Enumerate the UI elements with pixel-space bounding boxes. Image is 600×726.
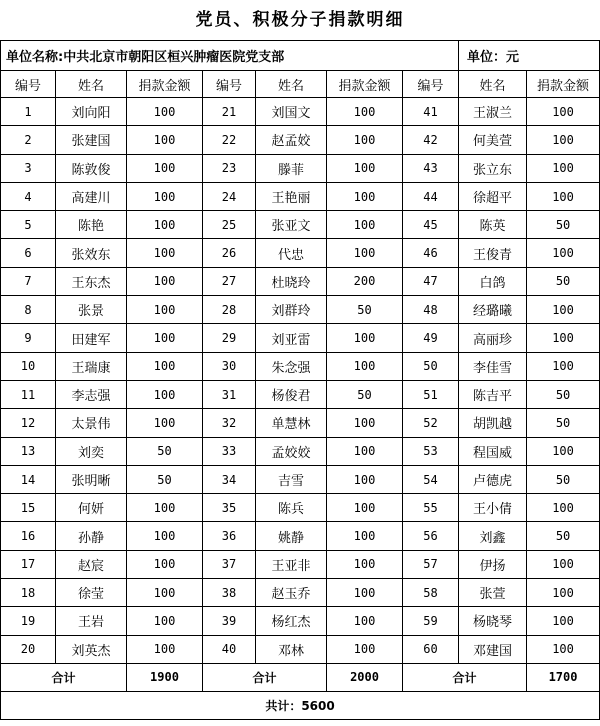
no-cell: 36	[203, 522, 256, 550]
amount-cell: 100	[127, 380, 203, 408]
no-cell: 32	[203, 409, 256, 437]
name-cell: 程国威	[459, 437, 527, 465]
no-cell: 16	[1, 522, 56, 550]
name-cell: 朱念强	[256, 352, 327, 380]
amount-cell: 100	[527, 437, 600, 465]
table-row	[1, 579, 600, 607]
amount-cell: 100	[127, 154, 203, 182]
amount-cell: 100	[327, 494, 403, 522]
name-cell: 王东杰	[56, 267, 127, 295]
amount-cell: 200	[327, 267, 403, 295]
table-row	[1, 154, 600, 182]
unit-name-label: 单位名称:	[6, 50, 64, 65]
name-cell: 刘向阳	[56, 98, 127, 126]
amount-cell: 100	[327, 126, 403, 154]
amount-cell: 100	[527, 550, 600, 578]
amount-cell: 100	[327, 437, 403, 465]
amount-cell: 100	[527, 579, 600, 607]
no-cell: 24	[203, 182, 256, 210]
name-cell: 田建军	[56, 324, 127, 352]
no-cell: 56	[403, 522, 459, 550]
unit-name-cell	[1, 41, 403, 71]
table-row	[1, 380, 600, 408]
table-row	[1, 267, 600, 295]
name-cell: 姚静	[256, 522, 327, 550]
name-cell: 高丽珍	[459, 324, 527, 352]
no-cell: 30	[203, 352, 256, 380]
no-cell: 10	[1, 352, 56, 380]
name-cell: 刘奕	[56, 437, 127, 465]
name-cell: 张萱	[459, 579, 527, 607]
amount-cell: 100	[327, 409, 403, 437]
no-cell: 55	[403, 494, 459, 522]
no-cell: 51	[403, 380, 459, 408]
header-amount: 捐款金额	[327, 71, 403, 98]
amount-cell: 100	[327, 239, 403, 267]
name-cell: 杨俊君	[256, 380, 327, 408]
no-cell: 40	[203, 635, 256, 663]
amount-cell: 100	[127, 494, 203, 522]
no-cell: 2	[1, 126, 56, 154]
amount-cell: 100	[127, 635, 203, 663]
no-cell: 28	[203, 296, 256, 324]
no-cell: 1	[1, 98, 56, 126]
amount-cell: 100	[327, 465, 403, 493]
table-row	[1, 98, 600, 126]
subtotal-value: 1900	[127, 663, 203, 691]
amount-cell: 100	[527, 324, 600, 352]
amount-cell: 100	[527, 239, 600, 267]
no-cell: 21	[203, 98, 256, 126]
subtotal-label: 合计	[403, 663, 527, 691]
header-row	[1, 71, 600, 98]
name-cell: 杨晓琴	[459, 607, 527, 635]
name-cell: 刘群玲	[256, 296, 327, 324]
table-row	[1, 352, 600, 380]
name-cell: 单慧林	[256, 409, 327, 437]
table-row	[1, 437, 600, 465]
name-cell: 经璐曦	[459, 296, 527, 324]
no-cell: 44	[403, 182, 459, 210]
amount-cell: 100	[127, 409, 203, 437]
amount-cell: 100	[527, 126, 600, 154]
donation-table	[0, 40, 600, 720]
no-cell: 38	[203, 579, 256, 607]
no-cell: 13	[1, 437, 56, 465]
no-cell: 3	[1, 154, 56, 182]
no-cell: 4	[1, 182, 56, 210]
amount-cell: 50	[527, 409, 600, 437]
no-cell: 34	[203, 465, 256, 493]
amount-cell: 100	[527, 182, 600, 210]
amount-cell: 100	[527, 154, 600, 182]
page-title: 党员、积极分子捐款明细	[195, 10, 405, 30]
name-cell: 高建川	[56, 182, 127, 210]
no-cell: 57	[403, 550, 459, 578]
no-cell: 19	[1, 607, 56, 635]
name-cell: 孟姣姣	[256, 437, 327, 465]
no-cell: 31	[203, 380, 256, 408]
amount-cell: 100	[327, 182, 403, 210]
amount-cell: 100	[527, 352, 600, 380]
amount-cell: 50	[127, 465, 203, 493]
unit-row	[1, 41, 600, 71]
name-cell: 张明晰	[56, 465, 127, 493]
no-cell: 58	[403, 579, 459, 607]
amount-cell: 100	[127, 352, 203, 380]
table-row	[1, 182, 600, 210]
name-cell: 孙静	[56, 522, 127, 550]
no-cell: 15	[1, 494, 56, 522]
name-cell: 赵玉乔	[256, 579, 327, 607]
name-cell: 陈吉平	[459, 380, 527, 408]
no-cell: 17	[1, 550, 56, 578]
no-cell: 18	[1, 579, 56, 607]
amount-cell: 50	[327, 296, 403, 324]
amount-cell: 100	[327, 154, 403, 182]
amount-cell: 100	[327, 211, 403, 239]
table-row	[1, 126, 600, 154]
amount-cell: 100	[327, 324, 403, 352]
no-cell: 14	[1, 465, 56, 493]
name-cell: 白鸽	[459, 267, 527, 295]
table-row	[1, 296, 600, 324]
amount-cell: 100	[327, 607, 403, 635]
amount-cell: 100	[127, 296, 203, 324]
unit-blank-cell	[403, 41, 459, 71]
amount-cell: 100	[127, 239, 203, 267]
no-cell: 7	[1, 267, 56, 295]
amount-cell: 50	[527, 211, 600, 239]
no-cell: 9	[1, 324, 56, 352]
no-cell: 45	[403, 211, 459, 239]
no-cell: 22	[203, 126, 256, 154]
name-cell: 陈英	[459, 211, 527, 239]
name-cell: 赵孟姣	[256, 126, 327, 154]
table-row	[1, 211, 600, 239]
header-amount: 捐款金额	[527, 71, 600, 98]
amount-cell: 100	[527, 296, 600, 324]
amount-cell: 100	[127, 126, 203, 154]
amount-cell: 100	[327, 352, 403, 380]
name-cell: 张效东	[56, 239, 127, 267]
amount-cell: 100	[327, 635, 403, 663]
grand-total: 共计：5600	[1, 691, 600, 719]
name-cell: 徐莹	[56, 579, 127, 607]
unit-label: 单位：元	[459, 41, 600, 71]
header-name: 姓名	[256, 71, 327, 98]
name-cell: 卢德虎	[459, 465, 527, 493]
unit-name: 中共北京市朝阳区桓兴肿瘤医院党支部	[63, 50, 285, 65]
amount-cell: 50	[127, 437, 203, 465]
amount-cell: 50	[527, 380, 600, 408]
no-cell: 37	[203, 550, 256, 578]
name-cell: 伊扬	[459, 550, 527, 578]
header-no: 编号	[203, 71, 256, 98]
no-cell: 52	[403, 409, 459, 437]
table-row	[1, 409, 600, 437]
table-row	[1, 239, 600, 267]
no-cell: 39	[203, 607, 256, 635]
table-row	[1, 550, 600, 578]
no-cell: 11	[1, 380, 56, 408]
amount-cell: 100	[327, 98, 403, 126]
table-row	[1, 494, 600, 522]
table-row	[1, 607, 600, 635]
amount-cell: 50	[527, 267, 600, 295]
name-cell: 王淑兰	[459, 98, 527, 126]
no-cell: 8	[1, 296, 56, 324]
no-cell: 42	[403, 126, 459, 154]
header-no: 编号	[403, 71, 459, 98]
no-cell: 54	[403, 465, 459, 493]
subtotal-label: 合计	[1, 663, 127, 691]
name-cell: 李佳雪	[459, 352, 527, 380]
header-amount: 捐款金额	[127, 71, 203, 98]
name-cell: 张立东	[459, 154, 527, 182]
name-cell: 王小倩	[459, 494, 527, 522]
no-cell: 59	[403, 607, 459, 635]
table-row	[1, 465, 600, 493]
no-cell: 49	[403, 324, 459, 352]
name-cell: 吉雪	[256, 465, 327, 493]
table-row	[1, 324, 600, 352]
amount-cell: 100	[327, 522, 403, 550]
name-cell: 胡凯越	[459, 409, 527, 437]
name-cell: 张景	[56, 296, 127, 324]
subtotal-row	[1, 663, 600, 691]
name-cell: 杜晓玲	[256, 267, 327, 295]
name-cell: 何妍	[56, 494, 127, 522]
amount-cell: 100	[327, 550, 403, 578]
no-cell: 27	[203, 267, 256, 295]
table-row	[1, 635, 600, 663]
name-cell: 徐超平	[459, 182, 527, 210]
name-cell: 刘鑫	[459, 522, 527, 550]
name-cell: 邓建国	[459, 635, 527, 663]
no-cell: 25	[203, 211, 256, 239]
no-cell: 6	[1, 239, 56, 267]
amount-cell: 50	[327, 380, 403, 408]
no-cell: 35	[203, 494, 256, 522]
no-cell: 48	[403, 296, 459, 324]
no-cell: 29	[203, 324, 256, 352]
name-cell: 王亚非	[256, 550, 327, 578]
header-no: 编号	[1, 71, 56, 98]
amount-cell: 100	[127, 550, 203, 578]
amount-cell: 100	[127, 579, 203, 607]
no-cell: 33	[203, 437, 256, 465]
name-cell: 陈敦俊	[56, 154, 127, 182]
amount-cell: 100	[527, 607, 600, 635]
amount-cell: 100	[127, 182, 203, 210]
amount-cell: 50	[527, 522, 600, 550]
subtotal-value: 1700	[527, 663, 600, 691]
name-cell: 太景伟	[56, 409, 127, 437]
name-cell: 刘英杰	[56, 635, 127, 663]
name-cell: 王瑞康	[56, 352, 127, 380]
no-cell: 53	[403, 437, 459, 465]
amount-cell: 100	[527, 98, 600, 126]
no-cell: 41	[403, 98, 459, 126]
name-cell: 张亚文	[256, 211, 327, 239]
no-cell: 50	[403, 352, 459, 380]
amount-cell: 50	[527, 465, 600, 493]
name-cell: 滕菲	[256, 154, 327, 182]
name-cell: 陈艳	[56, 211, 127, 239]
name-cell: 赵宸	[56, 550, 127, 578]
subtotal-value: 2000	[327, 663, 403, 691]
no-cell: 60	[403, 635, 459, 663]
amount-cell: 100	[327, 579, 403, 607]
name-cell: 何美萱	[459, 126, 527, 154]
amount-cell: 100	[527, 494, 600, 522]
name-cell: 李志强	[56, 380, 127, 408]
name-cell: 陈兵	[256, 494, 327, 522]
header-name: 姓名	[56, 71, 127, 98]
name-cell: 代忠	[256, 239, 327, 267]
name-cell: 刘亚雷	[256, 324, 327, 352]
subtotal-label: 合计	[203, 663, 327, 691]
amount-cell: 100	[127, 98, 203, 126]
no-cell: 5	[1, 211, 56, 239]
no-cell: 46	[403, 239, 459, 267]
name-cell: 张建国	[56, 126, 127, 154]
name-cell: 王岩	[56, 607, 127, 635]
no-cell: 12	[1, 409, 56, 437]
name-cell: 邓林	[256, 635, 327, 663]
name-cell: 王俊青	[459, 239, 527, 267]
amount-cell: 100	[127, 267, 203, 295]
grand-total-row	[1, 691, 600, 719]
name-cell: 刘国文	[256, 98, 327, 126]
amount-cell: 100	[127, 211, 203, 239]
amount-cell: 100	[127, 522, 203, 550]
no-cell: 26	[203, 239, 256, 267]
amount-cell: 100	[527, 635, 600, 663]
no-cell: 20	[1, 635, 56, 663]
no-cell: 47	[403, 267, 459, 295]
no-cell: 43	[403, 154, 459, 182]
header-name: 姓名	[459, 71, 527, 98]
amount-cell: 100	[127, 324, 203, 352]
no-cell: 23	[203, 154, 256, 182]
name-cell: 杨红杰	[256, 607, 327, 635]
amount-cell: 100	[127, 607, 203, 635]
name-cell: 王艳丽	[256, 182, 327, 210]
table-row	[1, 522, 600, 550]
